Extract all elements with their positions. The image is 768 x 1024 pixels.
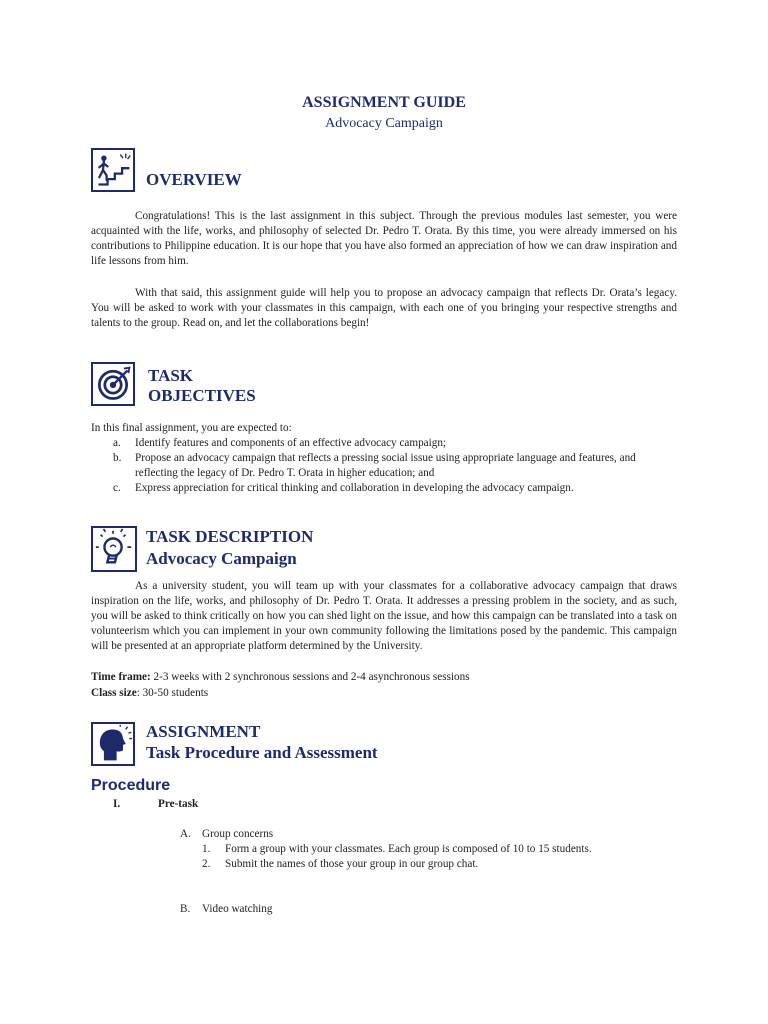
list-item xyxy=(113,436,679,451)
procedure-heading: Procedure xyxy=(91,777,171,794)
description-body xyxy=(91,579,677,654)
sub-a-item-2-marker: 2. xyxy=(202,858,211,870)
document-title: ASSIGNMENT GUIDE xyxy=(302,94,466,111)
sub-b-marker: B. xyxy=(180,903,191,915)
sub-a-item-2-text: Submit the names of those your group in our group chat. xyxy=(225,858,479,870)
sub-a-item-1-text: Form a group with your classmates. Each group is composed of 10 to 15 students. xyxy=(225,843,592,855)
sub-b-label: Video watching xyxy=(202,903,273,915)
list-item-text: Express appreciation for critical thinking and collaboration in developing the advocacy campaign. xyxy=(135,482,574,494)
list-item-text: Identify features and components of an effective advocacy campaign; xyxy=(135,437,447,449)
objectives-heading-line1: TASK xyxy=(148,366,194,385)
time-frame-line xyxy=(91,670,691,685)
time-frame-value: 2-3 weeks with 2 synchronous sessions and 2-4 asynchronous sessions xyxy=(150,671,470,683)
overview-heading: OVERVIEW xyxy=(146,170,242,189)
step-label: Pre-task xyxy=(158,798,199,810)
lightbulb-icon xyxy=(91,526,137,572)
list-marker: b. xyxy=(113,452,122,464)
description-heading-line1: TASK DESCRIPTION xyxy=(146,527,314,546)
objectives-intro: In this final assignment, you are expected to: xyxy=(91,422,292,434)
objectives-heading-line2: OBJECTIVES xyxy=(148,386,256,405)
list-item-text: Propose an advocacy campaign that reflects a pressing social issue using appropriate language and features, and reflecting the legacy of Dr. Pedro T. Orata in higher education; and xyxy=(135,452,636,479)
list-marker: a. xyxy=(113,437,121,449)
step-marker: I. xyxy=(113,798,121,810)
sub-a-item-1-marker: 1. xyxy=(202,843,211,855)
overview-paragraph-2 xyxy=(91,286,677,331)
assignment-heading-line2: Task Procedure and Assessment xyxy=(146,743,378,762)
overview-paragraph-1-text: Congratulations! This is the last assignment in this subject. Through the previous modules last semester, you were acquainted with the life, works, and philosophy of selected Dr. Pedro T. Orata. By this time, you were already immersed on his contributions to Philippine education. It is our hope that you have also formed an appreciation of how we can draw inspiration and life lessons from him. xyxy=(91,210,677,267)
list-item xyxy=(113,481,679,496)
list-item xyxy=(113,451,679,481)
target-icon xyxy=(91,362,135,406)
sub-a-label: Group concerns xyxy=(202,828,274,840)
time-frame-label: Time frame: xyxy=(91,671,151,683)
document-subtitle: Advocacy Campaign xyxy=(325,116,443,131)
objectives-list xyxy=(113,436,679,496)
sub-a-marker: A. xyxy=(180,828,191,840)
head-profile-icon xyxy=(91,722,135,766)
list-marker: c. xyxy=(113,482,121,494)
assignment-heading-line1: ASSIGNMENT xyxy=(146,722,261,741)
class-size-value: : 30-50 students xyxy=(136,687,209,699)
class-size-line xyxy=(91,686,691,701)
description-body-text: As a university student, you will team up with your classmates for a collaborative advocacy campaign that draws inspiration on the life, works, and philosophy of Dr. Pedro T. Orata. It addresses a pressing problem in the society, and as such, you will be asked to think critically on how you can shed light on the issue, and how this campaign can be translated into a task on volunteerism which you can implement in your own community following the limitations posed by the pandemic. This campaign will be presented at an appropriate platform determined by the University. xyxy=(91,580,677,652)
description-heading-line2: Advocacy Campaign xyxy=(146,549,297,568)
stairs-climber-icon xyxy=(91,148,135,192)
class-size-label: Class size xyxy=(91,687,137,699)
overview-paragraph-2-text: With that said, this assignment guide will help you to propose an advocacy campaign that reflects Dr. Orata’s legacy. You will be asked to work with your classmates in this campaign, with each one of you bringing your respective strengths and talents to the group. Read on, and let the collaborations begin! xyxy=(91,287,677,329)
overview-paragraph-1 xyxy=(91,209,677,269)
